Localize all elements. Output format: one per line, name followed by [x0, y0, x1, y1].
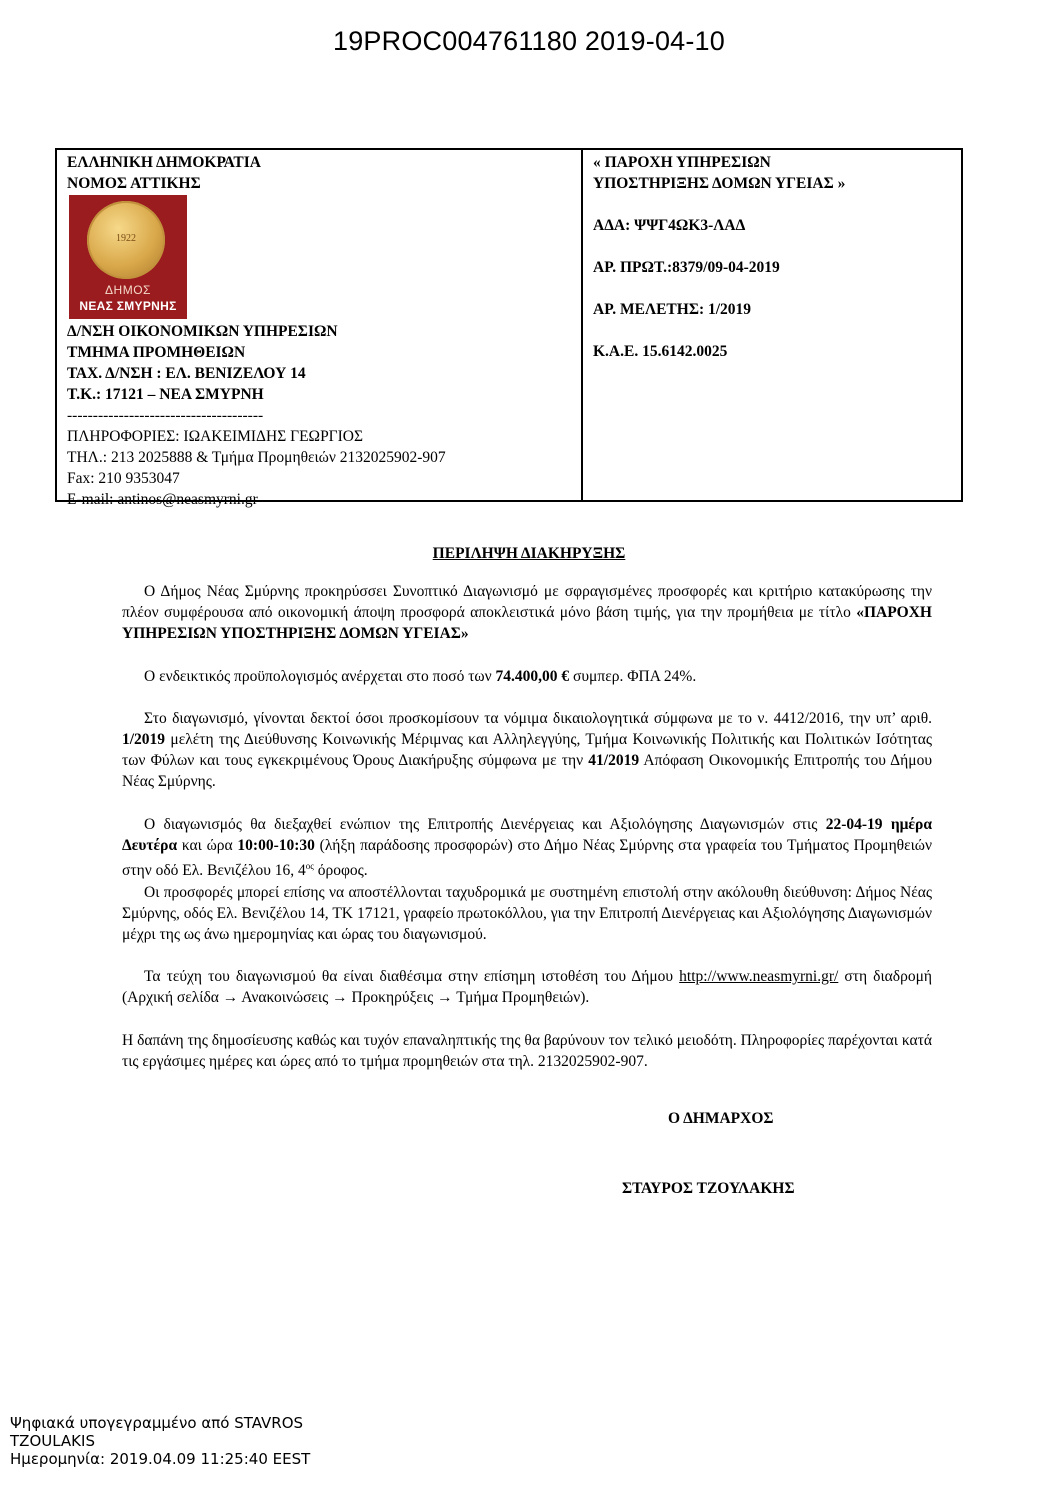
website-link[interactable]: http://www.neasmyrni.gr/ — [679, 968, 839, 985]
paragraph-tender-announcement: Ο Δήμος Νέας Σμύρνης προκηρύσσει Συνοπτικό Διαγωνισμό με σφραγισμένες προσφορές και κριτήριο κατακύρωσης την πλέον συμφέρουσα από οικονομική άποψη προσφορά αποκλειστικά μόνο βάση τιμής, για την προμήθεια με τίτλο «ΠΑΡΟΧΗ ΥΠΗΡΕΣΙΩΝ ΥΠΟΣΤΗΡΙΞΗΣ ΔΟΜΩΝ ΥΓΕΙΑΣ» — [122, 583, 932, 642]
tender-time: 10:00-10:30 — [237, 837, 315, 854]
postal-code: Τ.Κ.: 17121 – ΝΕΑ ΣΜΥΡΝΗ — [67, 386, 264, 403]
info-contact: ΠΛΗΡΟΦΟΡΙΕΣ: ΙΩΑΚΕΙΜΙΔΗΣ ΓΕΩΡΓΙΟΣ — [67, 428, 364, 445]
coin-emblem-icon: 1922 — [87, 201, 165, 279]
department-label: Δ/ΝΣΗ ΟΙΚΟΝΟΜΙΚΩΝ ΥΠΗΡΕΣΙΩΝ — [67, 323, 338, 340]
digital-signature-line1: Ψηφιακά υπογεγραμμένο από STAVROS — [10, 1414, 304, 1432]
summary-title: ΠΕΡΙΛΗΨΗ ΔΙΑΚΗΡΥΞΗΣ — [432, 545, 626, 562]
signatory-title: Ο ΔΗΜΑΡΧΟΣ — [668, 1110, 774, 1127]
header-left-column — [57, 150, 583, 508]
signatory-name: ΣΤΑΥΡΟΣ ΤΖΟΥΛΑΚΗΣ — [622, 1180, 795, 1197]
paragraph-documents: Τα τεύχη του διαγωνισμού θα είναι διαθέσιμα στην επίσημη ιστοθέση του Δήμου http://www.neasmyrni.gr/ στη διαδρομή (Αρχική σελίδα → Ανακοινώσεις → Προκηρύξεις → Τμήμα Προμηθειών). — [122, 968, 932, 1006]
digital-signature-line2: TZOULAKIS — [10, 1432, 95, 1450]
paragraph-postal-submission: Οι προσφορές μπορεί επίσης να αποστέλλονται ταχυδρομικά με συστημένη επιστολή στην ακόλουθη διεύθυνση: Δήμος Νέας Σμύρνης, οδός Ελ. Βενιζέλου 14, ΤΚ 17121, γραφείο πρωτοκόλλου, για την Επιτροπή Διενέργειας και Αξιολόγησης Διαγωνισμών μέχρι της ως άνω ημερομηνίας και ώρας του διαγωνισμού. — [122, 884, 932, 943]
protocol-number: ΑΡ. ΠΡΩΤ.:8379/09-04-2019 — [593, 259, 780, 276]
separator-line: -------------------------------------- — [67, 407, 264, 424]
fax-number: Fax: 210 9353047 — [67, 470, 180, 487]
paragraph-tender-date: Ο διαγωνισμός θα διεξαχθεί ενώπιον της Επιτροπής Διενέργειας και Αξιολόγησης Διαγωνισμών στις 22-04-19 ημέρα Δευτέρα και ώρα 10:00-10:30 (λήξη παράδοσης προσφορών) στο Δήμο Νέας Σμύρνης στα γραφεία του Τμήματος Προμηθειών στην οδό Ελ. Βενιζέλου 16, $4^{o\varsigma}$ όροφος. — [122, 816, 933, 880]
logo-text-line2: ΝΕΑΣ ΣΜΥΡΝΗΣ — [79, 299, 177, 313]
kae-code: Κ.Α.Ε. 15.6142.0025 — [593, 343, 728, 360]
email-address: E-mail: antinos@neasmyrni.gr — [67, 491, 258, 508]
prefecture-label: ΝΟΜΟΣ ΑΤΤΙΚΗΣ — [67, 175, 201, 192]
digital-signature-block — [10, 1414, 310, 1468]
country-label: ΕΛΛΗΝΙΚΗ ΔΗΜΟΚΡΑΤΙΑ — [67, 154, 261, 171]
budget-amount: 74.400,00 € — [495, 668, 570, 685]
header-table — [55, 148, 963, 508]
tender-title: «ΠΑΡΟΧΗ ΥΠΗΡΕΣΙΩΝ ΥΠΟΣΤΗΡΙΞΗΣ ΔΟΜΩΝ ΥΓΕΙΑΣ» — [122, 604, 932, 642]
digital-signature-date: Ημερομηνία: 2019.04.09 11:25:40 EEST — [10, 1450, 311, 1468]
subject-title-line2: ΥΠΟΣΤΗΡΙΞΗΣ ΔΟΜΩΝ ΥΓΕΙΑΣ » — [593, 175, 846, 192]
header-right-column — [583, 150, 961, 500]
ada-code: ΑΔΑ: ΨΨΓ4ΩΚ3-ΛΑΔ — [593, 217, 746, 234]
tender-date: 22-04-19 ημέρα Δευτέρα — [122, 816, 933, 854]
paragraph-costs: Η δαπάνη της δημοσίευσης καθώς και τυχόν επαναληπτικής της θα βαρύνουν τον τελικό μειοδότη. Πληροφορίες παρέχονται κατά τις εργάσιμες ημέρες και ώρες από το τμήμα προμηθειών στα τηλ. 2132025902-907. — [122, 1032, 932, 1070]
section-label: ΤΜΗΜΑ ΠΡΟΜΗΘΕΙΩΝ — [67, 344, 246, 361]
subject-title-line1: « ΠΑΡΟΧΗ ΥΠΗΡΕΣΙΩΝ — [593, 154, 771, 171]
study-number: ΑΡ. ΜΕΛΕΤΗΣ: 1/2019 — [593, 301, 752, 318]
paragraph-eligibility: Στο διαγωνισμό, γίνονται δεκτοί όσοι προσκομίσουν τα νόμιμα δικαιολογητικά σύμφωνα με το ν. 4412/2016, την υπ’ αριθ. 1/2019 μελέτη της Διεύθυνσης Κοινωνικής Μέριμνας και Αλληλεγγύης, Τμήμα Κοινωνικής Πολιτικής και Πολιτικών Ισότητας των Φύλων και τους εγκεκριμένους Όρους Διακήρυξης σύμφωνα με την 41/2019 Απόφαση Οικονομικής Επιτροπής του Δήμου Νέας Σμύρνης. — [122, 710, 932, 790]
document-id: 19PROC004761180 2019-04-10 — [333, 26, 725, 56]
paragraph-budget: Ο ενδεικτικός προϋπολογισμός ανέρχεται στο ποσό των 74.400,00 € συμπερ. ΦΠΑ 24%. — [144, 668, 697, 685]
postal-address: ΤΑΧ. Δ/ΝΣΗ : ΕΛ. ΒΕΝΙΖΕΛΟΥ 14 — [67, 365, 306, 382]
phone-numbers: ΤΗΛ.: 213 2025888 & Τμήμα Προμηθειών 2132025902-907 — [67, 449, 446, 466]
municipality-logo — [69, 195, 187, 319]
logo-text-line1: ΔΗΜΟΣ — [105, 283, 151, 297]
